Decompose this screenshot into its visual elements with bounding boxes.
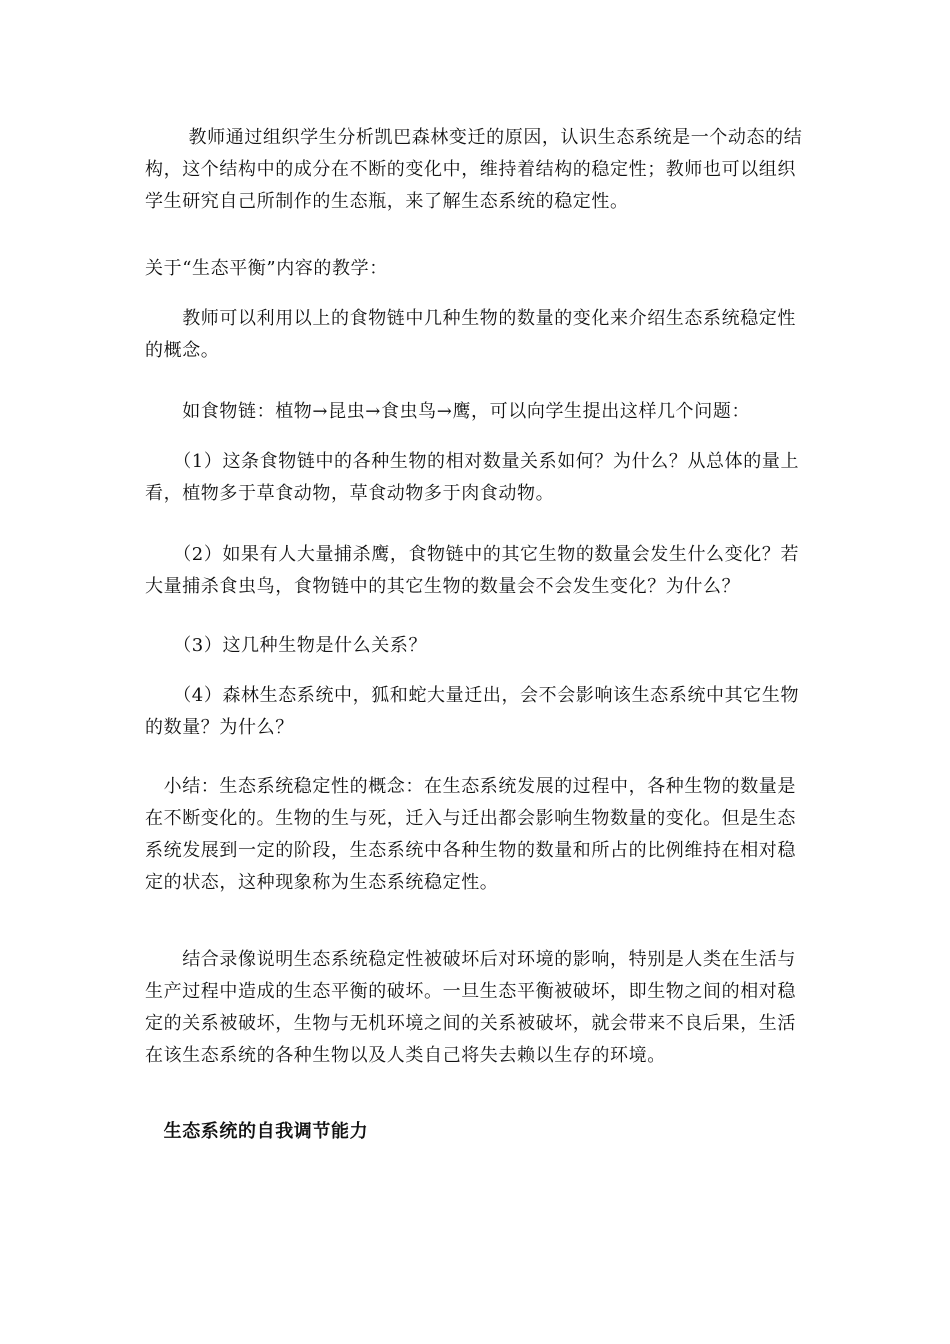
paragraph-food-chain: 如食物链：植物→昆虫→食虫鸟→鹰，可以向学生提出这样几个问题：: [145, 401, 751, 422]
question-2: （2）如果有人大量捕杀鹰，食物链中的其它生物的数量会发生什么变化？若大量捕杀食虫鸟，食物链中的其它生物的数量会不会发生变化？为什么？: [145, 544, 800, 597]
paragraph-stability-concept: 教师可以利用以上的食物链中几种生物的数量的变化来介绍生态系统稳定性的概念。: [145, 308, 796, 361]
section-heading: 生态系统的自我调节能力: [145, 1121, 369, 1142]
question-4: （4）森林生态系统中，狐和蛇大量迁出，会不会影响该生态系统中其它生物的数量？为什么？: [145, 685, 800, 738]
paragraph-summary: 小结：生态系统稳定性的概念：在生态系统发展的过程中，各种生物的数量是在不断变化的。生物的生与死，迁入与迁出都会影响生物数量的变化。但是生态系统发展到一定的阶段，生态系统中各种生物的数量和所占的比例维持在相对稳定的状态，这种现象称为生态系统稳定性。: [145, 776, 796, 893]
question-3: （3）这几种生物是什么关系？: [145, 635, 428, 656]
question-1: （1）这条食物链中的各种生物的相对数量关系如何？为什么？从总体的量上看，植物多于草食动物，草食动物多于肉食动物。: [145, 451, 800, 504]
paragraph-ecological-balance-intro: 关于“生态平衡”内容的教学：: [145, 258, 388, 279]
paragraph-video-explanation: 结合录像说明生态系统稳定性被破坏后对环境的影响，特别是人类在生活与生产过程中造成的生态平衡的破坏。一旦生态平衡被破坏，即生物之间的相对稳定的关系被破坏，生物与无机环境之间的关系被破坏，就会带来不良后果，生活在该生态系统的各种生物以及人类自己将失去赖以生存的环境。: [145, 949, 796, 1066]
paragraph-kaibab-forest: 教师通过组织学生分析凯巴森林变迁的原因，认识生态系统是一个动态的结构，这个结构中的成分在不断的变化中，维持着结构的稳定性；教师也可以组织学生研究自己所制作的生态瓶，来了解生态系统的稳定性。: [145, 127, 803, 212]
